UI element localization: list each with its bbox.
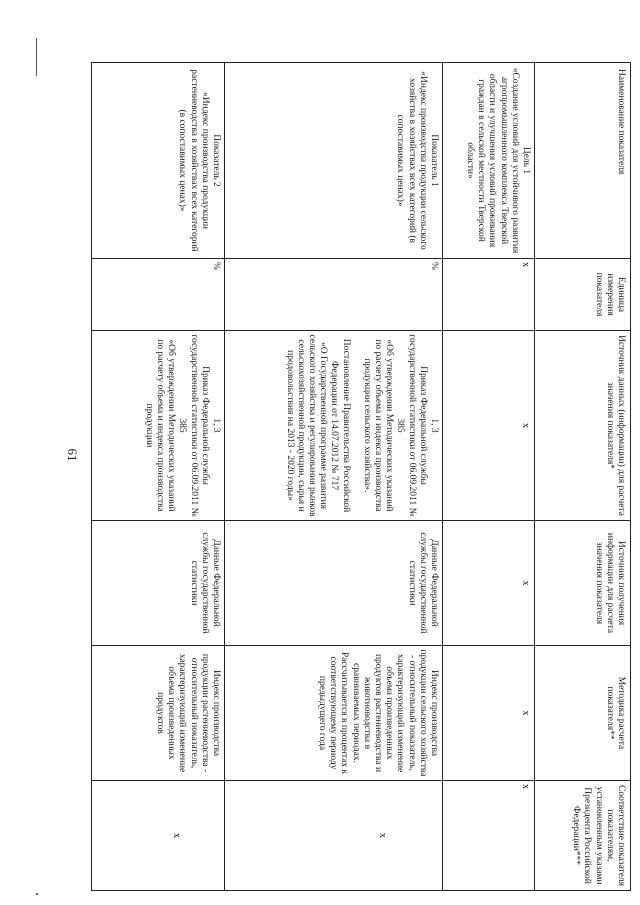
cell-data-source xyxy=(225,331,443,521)
cell-unit: х xyxy=(443,259,535,331)
row-title: Показатель 2 xyxy=(211,134,221,187)
header-unit: Единица измерения показателя xyxy=(535,259,631,331)
cell-unit: % xyxy=(92,259,225,331)
cell-info-source: х xyxy=(443,521,535,646)
cell-data-source xyxy=(92,331,225,521)
row-body: «Создание условий для устойчивого развития агропромышленного комплекса Тверской области и улучшения условий проживания граждан в сельской местности Тверской области» xyxy=(464,67,520,254)
table-row xyxy=(92,63,225,891)
header-compliance: Соответствие показателя показателям, установленным указами Президента Российской Федерации*** xyxy=(535,781,631,891)
cell-name xyxy=(92,63,225,259)
data-source-line: Приказ Федеральной службы государственной статистики от 06.09.2011 № 385 xyxy=(395,334,428,517)
page-number: 61 xyxy=(65,448,80,462)
table-row xyxy=(443,63,535,891)
row-title: Показатель 1 xyxy=(429,134,439,187)
cell-data-source: х xyxy=(443,331,535,521)
data-source-line: Приказ Федеральной службы государственной статистики от 06.09.2011 № 385 xyxy=(177,334,210,517)
data-source-spacer xyxy=(351,334,361,517)
row-title: Цель 1 xyxy=(521,146,531,175)
data-source-line: 1, 3 xyxy=(429,418,439,433)
cell-method: Индекс производства продукции растениеводства - относительный показатель, характеризующий изменение объема произведенных продуктов xyxy=(92,646,225,781)
header-row xyxy=(535,63,631,891)
row-body: «Индекс производства продукции растениеводства в хозяйствах всех категорий (в сопоставимых ценах)» xyxy=(177,69,210,252)
rotated-table-container xyxy=(91,62,631,890)
data-source-line: Постановление Правительства Российской Федерации от 14.07.2012 № 717 xyxy=(329,338,351,513)
cell-info-source: Данные Федеральной службы государственной статистики xyxy=(92,521,225,646)
cell-name xyxy=(443,63,535,259)
row-body: «Индекс производства продукции сельского хозяйства в хозяйствах всех категорий (в сопоставимых ценах)» xyxy=(395,71,428,250)
cell-compliance: х xyxy=(92,781,225,891)
cell-info-source: Данные Федеральной службы государственной статистики xyxy=(225,521,443,646)
indicators-table xyxy=(91,62,631,891)
cell-compliance: х xyxy=(225,781,443,891)
cell-name xyxy=(225,63,443,259)
rotated-table-frame xyxy=(91,62,631,890)
data-source-line: «О Государственной программе развития сельского хозяйства и регулирования рынков сельскохозяйственной продукции, сырья и продовольствия на 2013 - 2020 годы» xyxy=(284,334,329,517)
margin-mark xyxy=(36,38,37,76)
cell-method: х xyxy=(443,646,535,781)
data-source-line: «Об утверждении Методических указаний по расчету объема и индекса производства продукции xyxy=(143,339,177,512)
header-method: Методика расчета показателя** xyxy=(535,646,631,781)
cell-method: Индекс производства продукции сельского хозяйства - относительный показатель, характеризующий изменение объема произведенных продуктов растениеводства и животноводства в сравниваемых периодах. Рассчитывается в процентах к соответствующему периоду предыдущего года xyxy=(225,646,443,781)
header-data-source: Источник данных (информации) для расчета значения показателя* xyxy=(535,331,631,521)
header-name: Наименование показателя xyxy=(535,63,631,259)
data-source-line: «Об утверждении Методических указаний по расчету объема и индекса производства продукции сельского хозяйства». xyxy=(361,339,395,512)
margin-dot xyxy=(36,893,38,895)
cell-compliance: х xyxy=(443,781,535,891)
data-source-line: 1, 3 xyxy=(211,418,221,433)
cell-unit: % xyxy=(225,259,443,331)
header-info-source: Источник получения информации для расчета значения показателя xyxy=(535,521,631,646)
table-row xyxy=(225,63,443,891)
